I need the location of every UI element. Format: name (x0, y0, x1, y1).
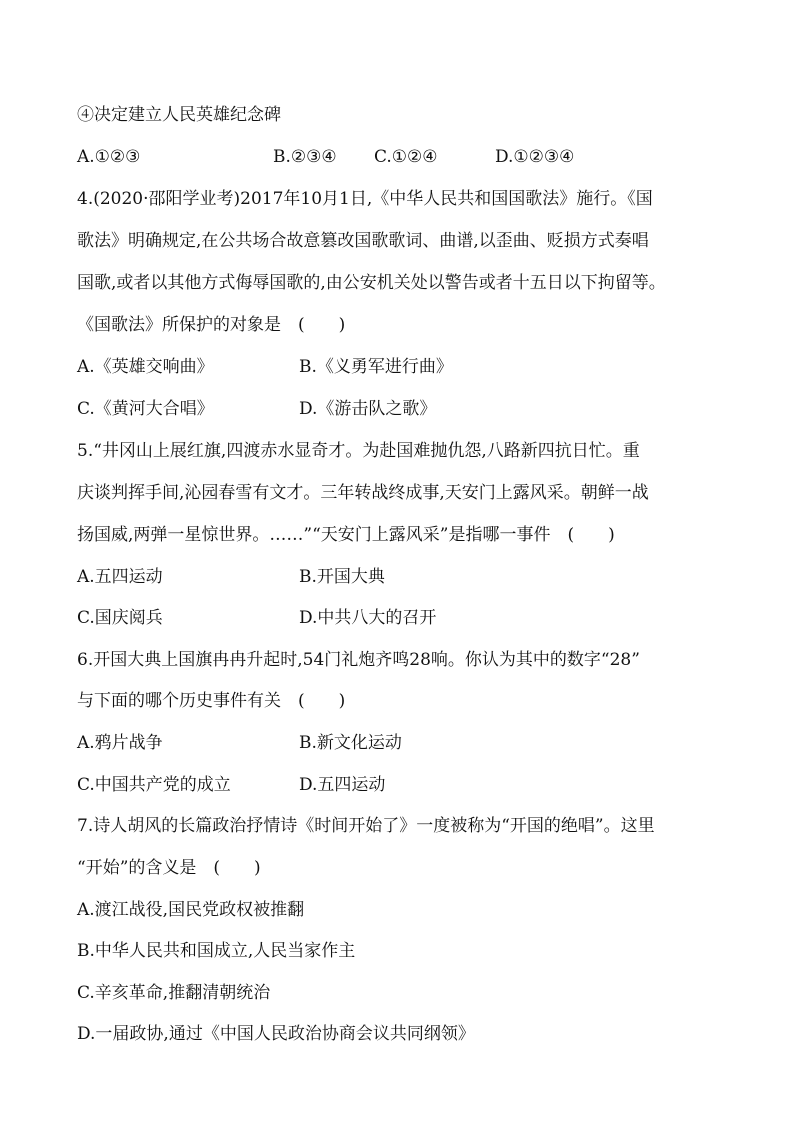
question-5-stem-line-1: 5.“井冈山上展红旗,四渡赤水显奇才。为赴国难抛仇怨,八路新四抗日忙。重 (77, 441, 640, 461)
question-3-option-b: B.②③④ (273, 147, 337, 167)
question-5-option-a: A.五四运动 (77, 567, 163, 587)
question-3-option-a: A.①②③ (77, 147, 141, 167)
question-6-option-d: D.五四运动 (299, 775, 386, 795)
question-5-stem-line-3: 扬国威,两弹一星惊世界。……”“天安门上露风采”是指哪一事件 ( ) (77, 525, 615, 545)
question-6-option-a: A.鸦片战争 (77, 733, 163, 753)
question-4-stem-line-2: 歌法》明确规定,在公共场合故意篡改国歌歌词、曲谱,以歪曲、贬损方式奏唱 (77, 231, 649, 251)
question-7-stem-line-2: “开始”的含义是 ( ) (77, 858, 261, 878)
question-5-option-d: D.中共八大的召开 (299, 608, 437, 628)
question-5-stem-line-2: 庆谈判挥手间,沁园春雪有文才。三年转战终成事,天安门上露风采。朝鲜一战 (77, 483, 649, 503)
question-4-option-d: D.《游击队之歌》 (299, 399, 437, 419)
question-4-stem-line-3: 国歌,或者以其他方式侮辱国歌的,由公安机关处以警告或者十五日以下拘留等。 (77, 273, 666, 293)
question-3-option-c: C.①②④ (374, 147, 438, 167)
question-3-option-d: D.①②③④ (495, 147, 575, 167)
question-7-option-c: C.辛亥革命,推翻清朝统治 (77, 983, 271, 1003)
question-7-option-a: A.渡江战役,国民党政权被推翻 (77, 900, 305, 920)
question-5-option-b: B.开国大典 (299, 567, 385, 587)
question-7-option-d: D.一届政协,通过《中国人民政治协商会议共同纲领》 (77, 1024, 475, 1044)
question-4-stem-line-1: 4.(2020·邵阳学业考)2017年10月1日,《中华人民共和国国歌法》施行。《国 (77, 189, 653, 209)
question-4-option-c: C.《黄河大合唱》 (77, 399, 214, 419)
question-6-stem-line-1: 6.开国大典上国旗冉冉升起时,54门礼炮齐鸣28响。你认为其中的数字“28” (77, 650, 640, 670)
question-7-stem-line-1: 7.诗人胡风的长篇政治抒情诗《时间开始了》一度被称为“开国的绝唱”。这里 (77, 816, 655, 836)
question-3-item-4: ④决定建立人民英雄纪念碑 (77, 105, 281, 125)
question-6-stem-line-2: 与下面的哪个历史事件有关 ( ) (77, 691, 346, 711)
question-4-option-b: B.《义勇军进行曲》 (299, 357, 453, 377)
question-4-stem-line-4: 《国歌法》所保护的对象是 ( ) (77, 315, 346, 335)
question-7-option-b: B.中华人民共和国成立,人民当家作主 (77, 941, 356, 961)
question-6-option-b: B.新文化运动 (299, 733, 402, 753)
question-6-option-c: C.中国共产党的成立 (77, 775, 231, 795)
question-4-option-a: A.《英雄交响曲》 (77, 357, 214, 377)
question-5-option-c: C.国庆阅兵 (77, 608, 163, 628)
